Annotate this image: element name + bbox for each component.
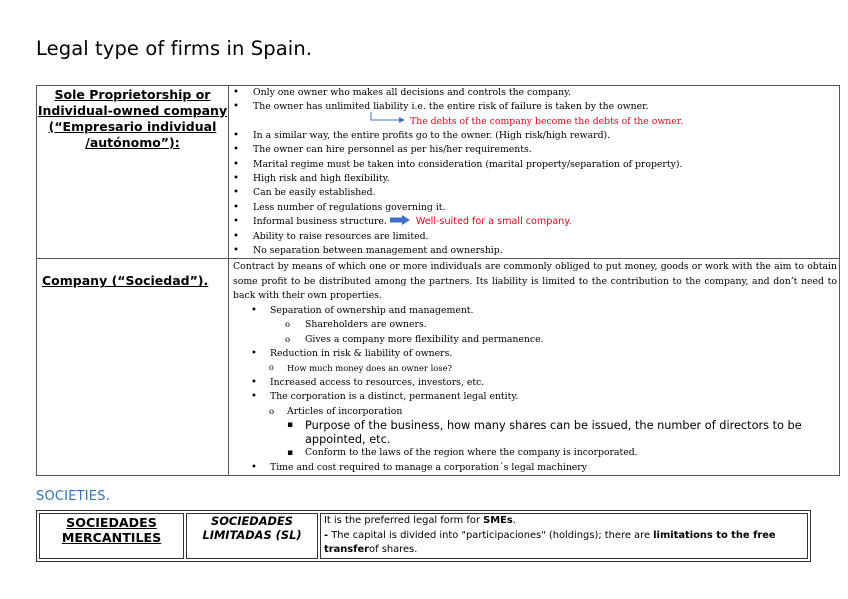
company-row [37,259,840,475]
company-intro: Contract by means of which one or more individuals are commonly obliged to put money, goods or work with the aim to obtain some profit to be distributed among the partners. Its liability is limited to the contribution to the company, and don’t need to back with their own properties. [233,261,837,302]
company-content [229,259,840,475]
firm-types-table [36,85,840,476]
sole-row [37,86,840,259]
sole-bullets-cont [229,129,839,259]
sl-limitations: limitations to the free transfer [324,529,776,555]
list-item: • The corporation is a distinct, permanent legal entity. [229,390,839,404]
list-item: • Increased access to resources, investors, etc. [229,376,839,390]
sl-line-2-post: of shares. [369,544,418,555]
small-company-note: Well-suited for a small company. [415,216,572,228]
list-item: • Separation of ownership and management. [229,304,839,318]
sl-smes: SMEs [483,515,513,526]
societies-heading: SOCIETIES. [36,489,110,504]
table-row [39,513,808,559]
societies-table [36,510,811,562]
list-item: • Only one owner who makes all decisions and controls the company. [233,86,839,100]
list-item: ▪ Purpose of the business, how many shares can be issued, the number of directors to be appointed, etc. [229,419,839,446]
list-item: o Gives a company more flexibility and permanence. [229,333,839,347]
list-item: o Shareholders are owners. [229,318,839,332]
list-item: • Ability to raise resources are limited. [233,230,839,244]
sl-line-1-post: . [512,515,516,526]
list-item: • Marital regime must be taken into consideration (marital property/separation of property). [233,158,839,172]
list-item: • Less number of regulations governing it. [233,201,839,215]
elbow-arrow-icon [369,112,409,126]
sole-content [229,86,840,259]
list-item: • High risk and high flexibility. [233,172,839,186]
sl-line-2-pre: The capital is divided into "participaciones" (holdings); there are [328,529,654,541]
informal-text: Informal business structure. [253,216,387,228]
list-item: o Articles of incorporation [229,405,839,419]
list-item: • In a similar way, the entire profits go to the owner. (High risk/high reward). [233,129,839,143]
list-item: • No separation between management and ownership. [233,244,839,258]
sl-dash: - [324,529,329,541]
list-item: • Time and cost required to manage a corporation´s legal machinery [229,461,839,475]
right-arrow-icon [390,215,410,225]
page-title: Legal type of firms in Spain. [36,37,313,60]
sole-bullets [229,86,839,115]
list-item: o How much money does an owner lose? [229,361,839,375]
list-item: ▪ Conform to the laws of the region where the company is incorporated. [229,446,839,460]
sociedades-mercantiles-cell: SOCIEDADES MERCANTILES [39,513,184,559]
list-item: • The owner has unlimited liability i.e. the entire risk of failure is taken by the owner. [233,100,839,114]
sociedades-limitadas-cell: SOCIEDADES LIMITADAS (SL) [186,513,318,559]
list-item: • Can be easily established. [233,186,839,200]
sl-line-2 [324,529,805,558]
list-item: • Reduction in risk & liability of owners. [229,347,839,361]
debt-note-line [229,115,839,129]
list-item: • The owner can hire personnel as per his/her requirements. [233,143,839,157]
debt-note: The debts of the company become the debts of the owner. [410,115,684,127]
sl-line-1-pre: It is the preferred legal form for [324,515,484,526]
sl-description-cell [320,513,808,559]
company-label: Company (“Sociedad”). [37,259,229,475]
list-item-informal [233,215,839,229]
sl-line-1 [324,514,805,529]
sole-label: Sole Proprietorship or Individual-owned company (“Empresario individual /autónomo”): [37,86,229,259]
